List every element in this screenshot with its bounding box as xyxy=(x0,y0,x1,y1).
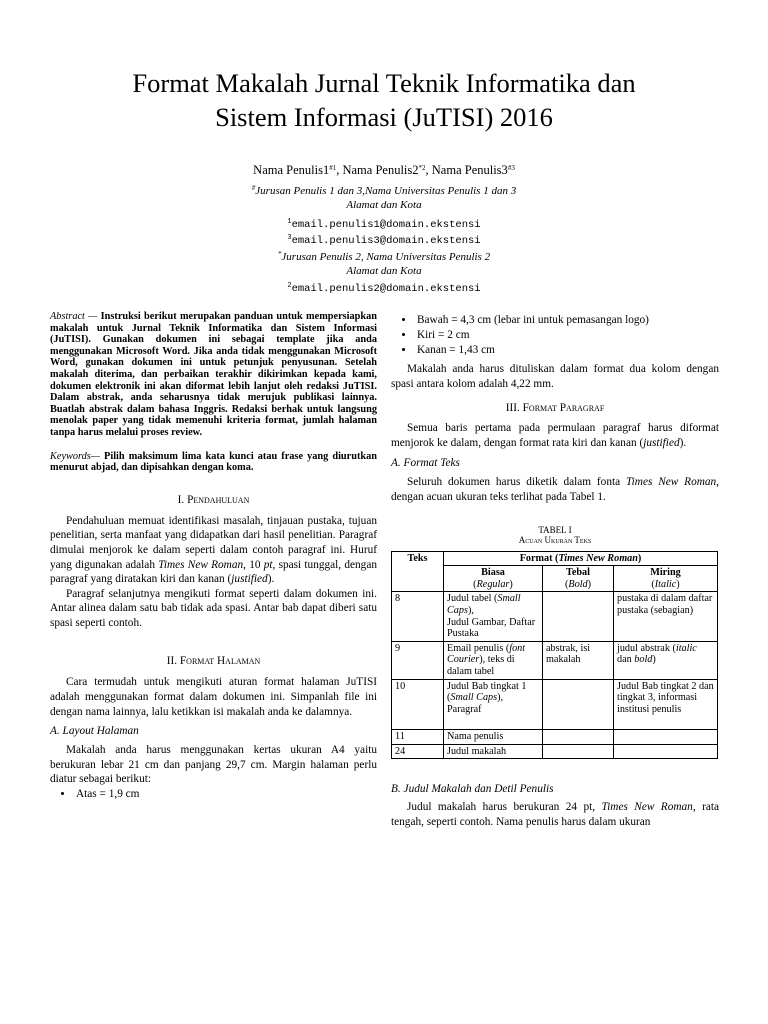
text-run-italic: pt xyxy=(263,558,273,571)
email-1-text: email.penulis1@domain.ekstensi xyxy=(291,219,481,231)
keywords xyxy=(50,451,377,474)
author-list xyxy=(60,163,708,178)
table-caption-title: Acuan Ukuran Teks xyxy=(518,534,592,545)
text-run: , rata tengah, seperti contoh. Nama penulis harus dalam ukuran xyxy=(391,801,719,829)
header-sublabel: Bold xyxy=(568,578,588,590)
keywords-text: Pilih maksimum lima kata kunci atau frase yang diurutkan menurut abjad, dan dipisahkan dengan koma. xyxy=(50,450,377,474)
list-item: • Atas = 1,9 cm xyxy=(74,787,377,802)
affiliation-1 xyxy=(60,185,708,212)
text-run: ). xyxy=(267,573,275,586)
text-run: Judul Bab tingkat 1 ( xyxy=(447,680,527,704)
section-1-paragraph-2: Paragraf selanjutnya mengikuti format seperti dalam dokumen ini. Antar alinea dalam satu bab tidak ada spasi. Antar bab dapat diberi satu spasi seperti contoh. xyxy=(50,587,377,629)
table-cell: 8 xyxy=(392,592,444,641)
text-run: ) xyxy=(652,654,656,666)
header-sublabel: Italic xyxy=(654,578,677,590)
section-2-heading: II. Format Halaman xyxy=(166,655,261,668)
header-label: Biasa xyxy=(481,567,505,579)
list-item: • Kiri = 2 cm xyxy=(415,328,719,343)
text-run: , dengan acuan ukuran teks terlihat pada Tabel 1. xyxy=(391,476,719,503)
header-miring: Miring (Italic) xyxy=(614,566,718,592)
section-2-paragraph-1: Cara termudah untuk mengikuti aturan format halaman JuTISI adalah menggunakan format dalam dokumen ini. Simpanlah file ini dengan nama lainnya, lalu ketikkan isi makalah anda ke dalamnya. xyxy=(50,676,377,718)
text-run: Format ( xyxy=(519,552,559,564)
list-item: • Kanan = 1,43 cm xyxy=(415,343,719,358)
email-1-sup: 1 xyxy=(287,218,292,226)
table-cell: 11 xyxy=(392,730,444,745)
abstract xyxy=(50,311,377,439)
email-2-sup: 2 xyxy=(287,282,292,290)
email-2-text: email.penulis2@domain.ekstensi xyxy=(291,283,481,295)
author-sep: , xyxy=(336,163,343,177)
section-b-paragraph xyxy=(391,800,719,829)
table-cell: Nama penulis xyxy=(444,730,543,745)
text-run-italic: Times New Roman xyxy=(626,476,717,489)
text-run: ). xyxy=(679,436,687,449)
text-run: Judul tabel ( xyxy=(447,593,498,605)
affiliation-2-line-1: Jurusan Penulis 2, Nama Universitas Penulis 2 xyxy=(281,251,491,263)
table-cell xyxy=(614,730,718,745)
text-run: Judul makalah harus berukuran 24 pt, xyxy=(407,801,602,814)
section-3-paragraph-1 xyxy=(391,421,719,450)
table-cell: 24 xyxy=(392,744,444,759)
text-run-italic: italic xyxy=(675,642,697,654)
left-column xyxy=(50,311,377,802)
author-3-sup: #3 xyxy=(507,164,515,172)
text-run: Pendahuluan memuat identifikasi masalah, tinjauan pustaka, tujuan penelitian, serta manfaat yang didapatkan dari hasil penelitian. Paragraf dimulai menjorok ke dalam seperti dalam contoh paragraf ini. Huruf yang digunakan adalah xyxy=(50,514,377,571)
table-header-row xyxy=(392,551,718,566)
text-run: dan xyxy=(617,654,635,666)
section-1-paragraph-1 xyxy=(50,514,377,587)
text-run-italic: Small Caps xyxy=(450,692,498,704)
keywords-label: Keywords— xyxy=(50,450,100,462)
two-column-paragraph: Makalah anda harus dituliskan dalam format dua kolom dengan spasi antara kolom adalah 4,22 mm. xyxy=(391,363,719,390)
text-run-italic: font Courier xyxy=(447,642,526,666)
table-cell xyxy=(444,679,543,730)
header-sublabel: Regular xyxy=(476,578,510,590)
header-label: Tebal xyxy=(566,567,590,579)
affiliation-2-line-2: Alamat dan Kota xyxy=(346,264,422,277)
table-cell xyxy=(543,592,614,641)
text-run: Semua baris pertama pada permulaan paragraf harus diformat menjorok ke dalam, dengan format rata kiri dan kanan ( xyxy=(391,422,719,449)
affiliation-1-sup: # xyxy=(251,184,256,192)
section-3-paragraph-2 xyxy=(391,475,719,504)
text-run: ) xyxy=(637,552,642,564)
text-run: Judul Gambar, Daftar Pustaka xyxy=(447,616,536,640)
table-cell xyxy=(444,641,543,679)
abstract-label: Abstract — xyxy=(50,311,98,322)
text-run: judul abstrak ( xyxy=(617,642,676,654)
author-2-sup: *2 xyxy=(418,164,426,172)
table-cell xyxy=(543,744,614,759)
text-run-italic: Times New Roman xyxy=(158,558,244,571)
header-label: Miring xyxy=(650,567,681,579)
email-3 xyxy=(60,235,708,247)
list-item: • Bawah = 4,3 cm (lebar ini untuk pemasangan logo) xyxy=(415,313,719,328)
table-row xyxy=(392,592,718,641)
table-cell: Judul Bab tingkat 2 dan tingkat 3, informasi institusi penulis xyxy=(614,679,718,730)
text-run-italic: Small Caps xyxy=(447,593,521,616)
text-run: , 10 xyxy=(243,558,264,571)
text-run: Seluruh dokumen harus diketik dalam fonta xyxy=(407,476,626,489)
table-cell xyxy=(444,592,543,641)
header-biasa: Biasa (Regular) xyxy=(444,566,543,592)
subsection-format-teks: A. Format Teks xyxy=(391,457,460,470)
email-2 xyxy=(60,283,708,295)
email-3-sup: 3 xyxy=(287,234,292,242)
table-row xyxy=(392,744,718,759)
section-3-heading: III. Format Paragraf xyxy=(505,402,605,415)
margin-list-left xyxy=(50,787,377,802)
table-cell xyxy=(543,730,614,745)
affiliation-1-line-1: Jurusan Penulis 1 dan 3,Nama Universitas Penulis 1 dan 3 xyxy=(255,185,517,197)
text-run-italic: bold xyxy=(634,654,653,666)
table-caption-number: TABEL I xyxy=(538,524,572,535)
text-run: ), Paragraf xyxy=(447,692,504,715)
subsection-judul-makalah: B. Judul Makalah dan Detil Penulis xyxy=(391,783,554,796)
header-teks: Teks xyxy=(392,551,444,592)
table-cell: Judul makalah xyxy=(444,744,543,759)
right-column xyxy=(391,313,719,830)
text-run: Email penulis ( xyxy=(447,642,510,654)
title-line-2: Sistem Informasi (JuTISI) 2016 xyxy=(215,102,553,132)
table-cell: 9 xyxy=(392,641,444,679)
text-run: ), teks di dalam tabel xyxy=(447,654,515,677)
abstract-text: Instruksi berikut merupakan panduan untuk mempersiapkan makalah untuk Jurnal Teknik Informatika dan Sistem Informasi (JuTISI). Gunakan dokumen ini sebagai template jika anda menggunakan Microsoft Word. Jika anda tidak menggunakan Microsoft Word, gunakan dokumen ini untuk petunjuk penyusunan. Setelah makalah diterima, dan perbaikan terakhir dikirimkan kepada kami, dokumen elektronik ini akan diformat lebih lanjut oleh redaksi JuTISI. Dalam abstrak, anda seharusnya tidak merujuk publikasi lainnya. Buatlah abstrak dalam bahasa Inggris. Redaksi berhak untuk langsung menolak paper yang tidak memenuhi kriteria format, jumlah halaman tanpa harus melalui proses review. xyxy=(50,311,377,438)
email-3-text: email.penulis3@domain.ekstensi xyxy=(291,235,481,247)
author-3: Nama Penulis3 xyxy=(431,163,508,177)
text-run: ), xyxy=(467,604,474,616)
font-size-table xyxy=(391,551,718,760)
table-cell xyxy=(614,641,718,679)
table-row xyxy=(392,679,718,730)
affiliation-1-line-2: Alamat dan Kota xyxy=(346,198,422,211)
author-2: Nama Penulis2 xyxy=(342,163,419,177)
subsection-layout-halaman: A. Layout Halaman xyxy=(50,725,139,738)
table-cell: abstrak, isi makalah xyxy=(543,641,614,679)
author-1: Nama Penulis1 xyxy=(253,163,330,177)
section-2-paragraph-2: Makalah anda harus menggunakan kertas ukuran A4 yaitu berukuran lebar 21 cm dan panjang 29,7 cm. Margin halaman perlu diatur sebagai berikut: xyxy=(50,744,377,786)
margin-list-right xyxy=(391,313,719,358)
header-tebal: Tebal (Bold) xyxy=(543,566,614,592)
table-row xyxy=(392,641,718,679)
title-line-1: Format Makalah Jurnal Teknik Informatika dan xyxy=(132,68,636,98)
text-run-italic: justified xyxy=(643,436,680,449)
affiliation-2-sup: * xyxy=(277,250,282,258)
table-cell xyxy=(614,744,718,759)
author-sep: , xyxy=(425,163,432,177)
text-run-italic: Times New Roman xyxy=(601,801,693,814)
paper-title xyxy=(60,66,708,134)
header-format xyxy=(444,551,718,566)
text-run-italic: Times New Roman xyxy=(558,552,638,564)
section-1-heading: I. Pendahuluan xyxy=(177,493,250,506)
affiliation-2 xyxy=(60,251,708,278)
author-1-sup: #1 xyxy=(329,164,337,172)
text-run: , spasi tunggal, dengan paragraf yang diratakan kiri dan kanan ( xyxy=(50,558,377,586)
table-cell xyxy=(543,679,614,730)
table-cell: pustaka di dalam daftar pustaka (sebagian) xyxy=(614,592,718,641)
table-cell: 10 xyxy=(392,679,444,730)
email-1 xyxy=(60,219,708,231)
text-run-italic: justified xyxy=(231,573,268,586)
table-row xyxy=(392,730,718,745)
